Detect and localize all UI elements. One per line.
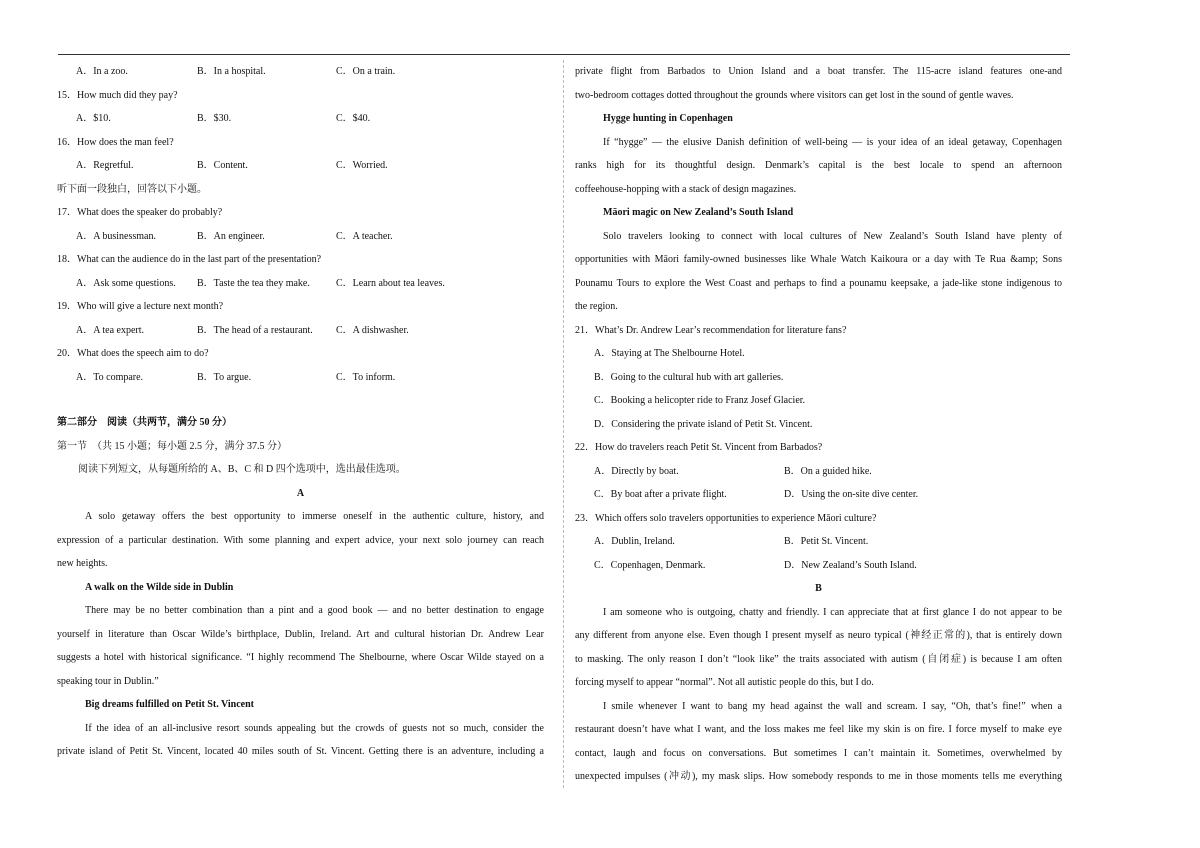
q17-option-a: A．A businessman. <box>76 230 156 242</box>
b-line-3: to masking. The only reason I don’t “look like” the traits associated with autism (自闭症) is because I am often <box>575 653 1062 665</box>
question-18: 18．What can the audience do in the last part of the presentation? <box>57 254 322 265</box>
q19-option-a: A．A tea expert. <box>76 324 145 336</box>
q15-options <box>57 107 544 131</box>
q16-option-b: B．Content. <box>197 160 248 171</box>
top-rule <box>58 54 1070 55</box>
q18-option-b: B．Taste the tea they make. <box>197 277 310 289</box>
q21-option-d: D．Considering the private island of Petit St. Vincent. <box>594 418 813 430</box>
q22-option-d: D．Using the on-site dive center. <box>784 489 919 500</box>
q22-options-row1 <box>575 460 1062 484</box>
q15-option-c: C．$40. <box>336 113 371 124</box>
q14-options <box>57 60 544 84</box>
q23-option-d: D．New Zealand’s South Island. <box>784 559 917 571</box>
q22-option-b: B．On a guided hike. <box>784 465 872 477</box>
q14-option-a: A．In a zoo. <box>76 66 128 77</box>
maori-line-4: the region. <box>575 301 618 312</box>
monologue-instruction: 听下面一段独白，回答以下小题。 <box>57 183 207 195</box>
q17-options <box>57 225 544 249</box>
b2-line-3: contact, laugh and focus on conversations. But sometimes I can’t maintain it. Sometimes, overwhelmed by <box>575 747 1062 759</box>
b2-line-2: restaurant doesn’t have what I want, and the loss makes me feel like my skin is on fire. I force myself to make eye <box>575 724 1062 735</box>
hygge-line-3: coffeehouse-hopping with a stack of design magazines. <box>575 183 797 195</box>
q16-options <box>57 154 544 178</box>
question-15: 15．How much did they pay? <box>57 89 178 101</box>
q14-option-b: B．In a hospital. <box>197 66 266 77</box>
maori-line-1: Solo travelers looking to connect with local cultures of New Zealand’s South Island have plenty of <box>603 230 1062 242</box>
q22-option-a: A．Directly by boat. <box>594 465 679 477</box>
petit-line-1: If the idea of an all-inclusive resort sounds appealing but the crowds of guests not so much, consider the <box>85 722 544 734</box>
q23-options-row2 <box>575 554 1062 578</box>
hygge-line-2: ranks high for its thoughtful design. Denmark’s capital is the best locale to spend an afternoon <box>575 160 1062 171</box>
q18-option-a: A．Ask some questions. <box>76 277 176 289</box>
b-line-2: any different from anyone else. Even though I present myself as neuro typical (神经正常的), that is entirely down <box>575 630 1062 641</box>
q20-option-c: C．To inform. <box>336 371 396 383</box>
b2-line-1: I smile whenever I want to bang my head against the wall and scream. I say, “Oh, that’s fine!” when a <box>603 700 1062 712</box>
passage-a-label: A <box>296 487 305 499</box>
q16-option-a: A．Regretful. <box>76 160 134 171</box>
q18-option-c: C．Learn about tea leaves. <box>336 277 445 289</box>
q23-options-row1 <box>575 530 1062 554</box>
right-column <box>575 60 1062 789</box>
question-22: 22．How do travelers reach Petit St. Vincent from Barbados? <box>575 442 823 453</box>
q16-option-c: C．Worried. <box>336 160 388 171</box>
intro-line-3: new heights. <box>57 558 108 569</box>
question-20: 20．What does the speech aim to do? <box>57 348 209 359</box>
q21-option-c: C．Booking a helicopter ride to Franz Josef Glacier. <box>594 395 806 406</box>
q22-option-c: C．By boat after a private flight. <box>594 489 727 500</box>
maori-heading: Māori magic on New Zealand’s South Island <box>603 207 794 218</box>
q23-option-c: C．Copenhagen, Denmark. <box>594 559 706 571</box>
dublin-heading: A walk on the Wilde side in Dublin <box>85 581 234 593</box>
q17-option-b: B．An engineer. <box>197 230 265 242</box>
petit-line-2: private island of Petit St. Vincent, located 40 miles south of St. Vincent. Getting there is an adventure, including a <box>57 746 544 757</box>
q15-option-a: A．$10. <box>76 113 111 124</box>
q17-option-c: C．A teacher. <box>336 230 393 242</box>
q23-option-a: A．Dublin, Ireland. <box>594 536 675 547</box>
dublin-line-2: yourself in literature than Oscar Wilde’s birthplace, Dublin, Ireland. Art and cultural historian Dr. Andrew Lear <box>57 628 544 640</box>
dublin-line-4: speaking tour in Dublin.” <box>57 675 159 687</box>
q23-option-b: B．Petit St. Vincent. <box>784 536 869 547</box>
hygge-heading: Hygge hunting in Copenhagen <box>603 113 733 124</box>
question-19: 19．Who will give a lecture next month? <box>57 301 224 312</box>
q20-option-b: B．To argue. <box>197 371 252 383</box>
intro-line-2: expression of a particular destination. With some planning and expert advice, your next solo journey can reach <box>57 534 544 546</box>
column-divider <box>563 60 564 788</box>
question-17: 17．What does the speaker do probably? <box>57 207 223 218</box>
reading-instruction: 阅读下列短文，从每题所给的 A、B、C 和 D 四个选项中，选出最佳选项。 <box>78 464 406 475</box>
hygge-line-1: If “hygge” — the elusive Danish definition of well-being — is your idea of an ideal getaway, Copenhagen <box>603 136 1062 148</box>
q18-options <box>57 272 544 296</box>
b-line-4: forcing myself to appear “normal”. Not all autistic people do this, but I do. <box>575 677 874 688</box>
part2-title: 第二部分 阅读（共两节，满分 50 分） <box>57 417 232 428</box>
q21-option-a: A．Staying at The Shelbourne Hotel. <box>594 348 745 359</box>
q20-options <box>57 366 544 390</box>
question-23: 23．Which offers solo travelers opportunities to experience Māori culture? <box>575 512 877 524</box>
b-line-1: I am someone who is outgoing, chatty and friendly. I can appreciate that at first glance I do not appear to be <box>603 606 1062 618</box>
question-21: 21．What’s Dr. Andrew Lear’s recommendation for literature fans? <box>575 324 847 336</box>
petit-heading: Big dreams fulfilled on Petit St. Vincent <box>85 699 254 710</box>
passage-b-label: B <box>815 583 822 594</box>
petit-cont-line-1: private flight from Barbados to Union Island and a boat transfer. The 115-acre island features one-and <box>575 66 1062 77</box>
q21-option-b: B．Going to the cultural hub with art galleries. <box>594 371 784 383</box>
q19-option-b: B．The head of a restaurant. <box>197 324 313 336</box>
q20-option-a: A．To compare. <box>76 371 144 383</box>
left-column <box>57 60 544 764</box>
q14-option-c: C．On a train. <box>336 66 396 77</box>
petit-cont-line-2: two-bedroom cottages dotted throughout the grounds where visitors can get lost in the sound of gentle waves. <box>575 89 1014 101</box>
q19-options <box>57 319 544 343</box>
intro-line-1: A solo getaway offers the best opportunity to immerse oneself in the authentic culture, history, and <box>85 511 544 522</box>
maori-line-3: Pounamu Tours to explore the West Coast and perhaps to find a pounamu keepsake, a jade-like stone indigenous to <box>575 277 1062 289</box>
dublin-line-1: There may be no better combination than a pint and a good book — and no better destination to engage <box>85 605 544 616</box>
q15-option-b: B．$30. <box>197 113 232 124</box>
q22-options-row2 <box>575 483 1062 507</box>
section1-title: 第一节 （共 15 小题；每小题 2.5 分，满分 37.5 分） <box>57 440 287 452</box>
question-16: 16．How does the man feel? <box>57 136 174 148</box>
b2-line-4: unexpected impulses (冲动), my mask slips. How somebody responds to me in those moments tells me everything <box>575 771 1062 782</box>
dublin-line-3: suggests a hotel with historical significance. “I highly recommend The Shelbourne, where Oscar Wilde stayed on a <box>57 652 544 663</box>
maori-line-2: opportunities with Māori family-owned businesses like Whale Watch Kaikoura or a day with Te Rua &amp; Sons <box>575 254 1062 265</box>
q19-option-c: C．A dishwasher. <box>336 324 409 336</box>
